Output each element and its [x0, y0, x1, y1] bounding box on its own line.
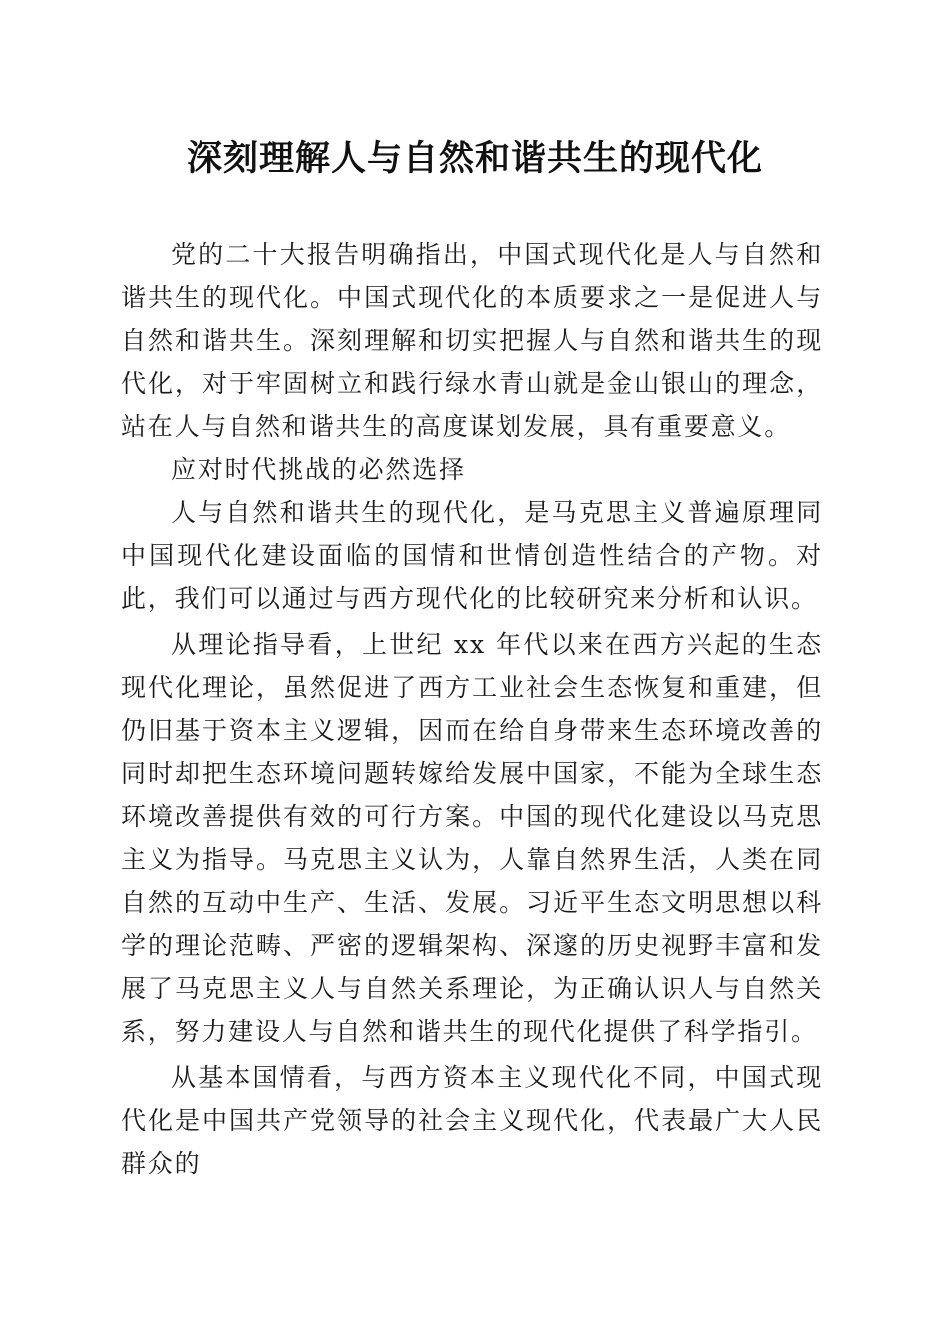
paragraph: 从基本国情看，与西方资本主义现代化不同，中国式现代化是中国共产党领导的社会主义现代化，代表最广大人民群众的	[121, 1063, 823, 1178]
document-title: 深刻理解人与自然和谐共生的现代化	[186, 138, 763, 179]
paragraph: 从理论指导看，上世纪 xx 年代以来在西方兴起的生态现代化理论，虽然促进了西方工业社会生态恢复和重建，但仍旧基于资本主义逻辑，因而在给自身带来生态环境改善的同时却把生态环境问题转嫁给发展中国家，不能为全球生态环境改善提供有效的可行方案。中国的现代化建设以马克思主义为指导。马克思主义认为，人靠自然界生活，人类在同自然的互动中生产、生活、发展。习近平生态文明思想以科学的理论范畴、严密的逻辑架构、深邃的历史视野丰富和发展了马克思主义人与自然关系理论，为正确认识人与自然关系，努力建设人与自然和谐共生的现代化提供了科学指引。	[121, 630, 823, 1046]
section-heading: 应对时代挑战的必然选择	[171, 455, 466, 484]
paragraph: 人与自然和谐共生的现代化，是马克思主义普遍原理同中国现代化建设面临的国情和世情创造性结合的产物。对此，我们可以通过与西方现代化的比较研究来分析和认识。	[121, 498, 823, 613]
document-body	[121, 233, 823, 1185]
paragraph-intro: 党的二十大报告明确指出，中国式现代化是人与自然和谐共生的现代化。中国式现代化的本质要求之一是促进人与自然和谐共生。深刻理解和切实把握人与自然和谐共生的现代化，对于牢固树立和践行绿水青山就是金山银山的理念，站在人与自然和谐共生的高度谋划发展，具有重要意义。	[121, 240, 823, 441]
